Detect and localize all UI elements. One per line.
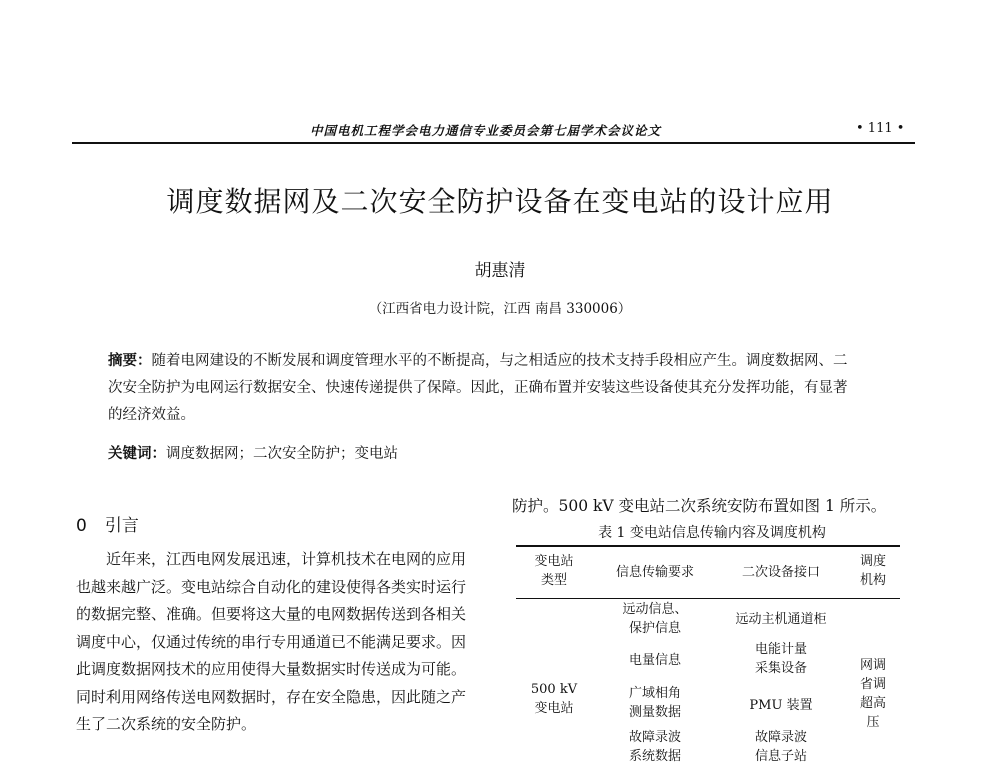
journal-header: 中国电机工程学会电力通信专业委员会第七届学术会议论文 [310, 123, 662, 138]
paper-title: 调度数据网及二次安全防护设备在变电站的设计应用 [166, 185, 834, 218]
abstract-text: 随着电网建设的不断发展和调度管理水平的不断提高，与之相适应的技术支持手段相应产生。调度数据网、二次安全防护为电网运行数据安全、快速传递提供了保障。因此，正确布置并安装这些设备使其充分发挥功能，有显著的经济效益。 [108, 353, 848, 423]
table-cell-info: 广域相角 测量数据 [628, 686, 681, 720]
keywords-text: 调度数据网；二次安全防护；变电站 [166, 446, 398, 462]
right-column-text: 防护。500 kV 变电站二次系统安防布置如图 1 所示。 [512, 497, 887, 515]
table-cell-device: PMU 装置 [749, 698, 813, 713]
table-header-station-type: 变电站 类型 [534, 554, 574, 588]
table-cell-device: 故障录波 信息子站 [754, 730, 807, 764]
table-header-dispatch: 调度 机构 [859, 554, 886, 588]
page-number: • 111 • [856, 121, 905, 136]
table-cell-info: 故障录波 系统数据 [628, 730, 681, 764]
table-cell-info: 远动信息、 保护信息 [622, 602, 688, 636]
section-title: 引言 [104, 516, 139, 536]
section-number: 0 [76, 516, 87, 536]
intro-paragraph: 近年来，江西电网发展迅速，计算机技术在电网的应用也越来越广泛。变电站综合自动化的建设使得各类实时运行的数据完整、准确。但要将这大量的电网数据传送到各相关调度中心，仅通过传统的串行专用通道已不能满足要求。因此调度数据网技术的应用使得大量数据实时传送成为可能。同时利用网络传送电网数据时，存在安全隐患，因此随之产生了二次系统的安全防护。 [76, 550, 467, 733]
keywords [108, 442, 856, 463]
table-cell-device: 电能计量 采集设备 [754, 642, 807, 676]
abstract-label: 摘要： [108, 352, 152, 369]
header-rule [72, 142, 915, 144]
author-name: 胡惠清 [474, 261, 526, 281]
author-affiliation: （江西省电力设计院，江西 南昌 330006） [368, 301, 632, 317]
table-cell-info: 电量信息 [628, 653, 681, 668]
abstract [108, 347, 856, 429]
table-top-rule [516, 545, 900, 547]
table-cell-station-type: 500 kV 变电站 [530, 682, 578, 716]
table-caption: 表 1 变电站信息传输内容及调度机构 [598, 525, 826, 541]
table-header-info: 信息传输要求 [615, 565, 694, 580]
table-cell-device: 远动主机通道柜 [735, 612, 827, 627]
section-heading [76, 511, 139, 536]
table-header-device: 二次设备接口 [741, 565, 820, 580]
keywords-label: 关键词： [108, 445, 166, 462]
table-header-rule [516, 598, 900, 599]
table-cell-dispatch: 网调 省调 超高 压 [859, 658, 886, 730]
